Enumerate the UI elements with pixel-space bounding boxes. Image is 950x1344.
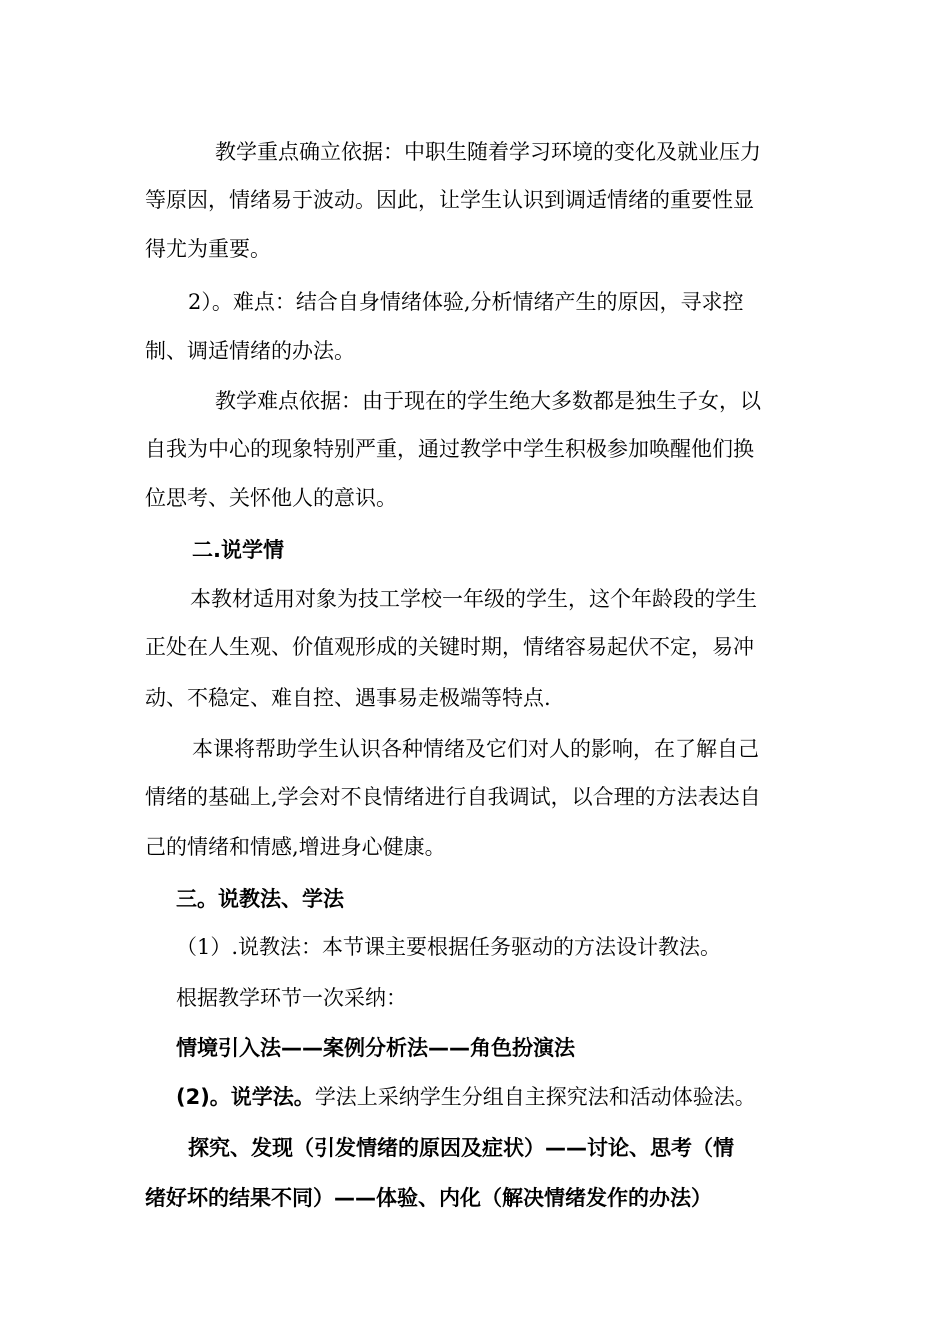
paragraph-line: 教学重点确立依据：中职生随着学习环境的变化及就业压力	[215, 140, 761, 164]
section-heading: 三。说教法、学法	[176, 887, 344, 911]
paragraph-line: 本教材适用对象为技工学校一年级的学生，这个年龄段的学生	[190, 587, 757, 611]
paragraph-line: 得尤为重要。	[145, 237, 271, 261]
paragraph-line: 己的情绪和情感,增进身心健康。	[145, 835, 446, 859]
section-heading: 二.说学情	[192, 538, 284, 562]
paragraph-line: 本课将帮助学生认识各种情绪及它们对人的影响，在了解自己	[192, 737, 759, 761]
paragraph-line: 正处在人生观、价值观形成的关键时期，情绪容易起伏不定，易冲	[145, 635, 754, 659]
subheading-learning-method: (2)。说学法。	[176, 1085, 315, 1109]
paragraph-line: （1）.说教法：本节课主要根据任务驱动的方法设计教法。	[176, 935, 722, 959]
paragraph-line: 自我为中心的现象特别严重，通过教学中学生积极参加唤醒他们换	[145, 437, 754, 461]
paragraph-text: 学法上采纳学生分组自主探究法和活动体验法。	[314, 1085, 756, 1109]
paragraph-line: 位思考、关怀他人的意识。	[145, 486, 397, 510]
paragraph-line	[176, 1082, 756, 1112]
paragraph-line: 情绪的基础上,学会对不良情绪进行自我调试，以合理的方法表达自	[145, 785, 761, 809]
paragraph-line: 2）。难点：结合自身情绪体验,分析情绪产生的原因，寻求控	[188, 290, 744, 314]
method-sequence: 情境引入法——案例分析法——角色扮演法	[176, 1036, 575, 1060]
paragraph-line: 探究、发现（引发情绪的原因及症状）——讨论、思考（情	[188, 1136, 734, 1160]
paragraph-line: 根据教学环节一次采纳：	[176, 986, 407, 1010]
paragraph-line: 动、不稳定、难自控、遇事易走极端等特点.	[145, 686, 551, 710]
paragraph-line: 绪好坏的结果不同）——体验、内化（解决情绪发作的办法）	[145, 1186, 712, 1210]
paragraph-line: 制、调适情绪的办法。	[145, 339, 355, 363]
paragraph-line: 等原因，情绪易于波动。因此，让学生认识到调适情绪的重要性显	[145, 188, 754, 212]
paragraph-line: 教学难点依据：由于现在的学生绝大多数都是独生子女，以	[215, 389, 761, 413]
